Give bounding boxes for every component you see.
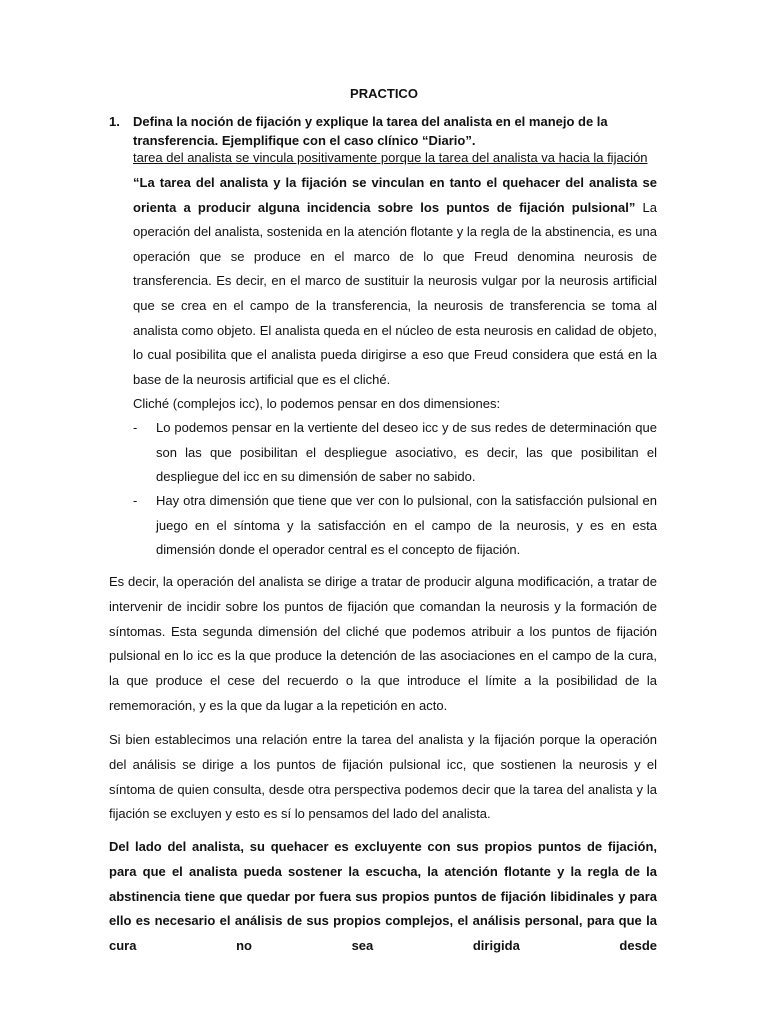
question-1	[109, 112, 657, 150]
cliche-intro: Cliché (complejos icc), lo podemos pensar en dos dimensiones:	[133, 396, 501, 411]
paragraph-2: Es decir, la operación del analista se dirige a tratar de producir alguna modificación, a tratar de intervenir de incidir sobre los puntos de fijación que comandan la neurosis y la formación de síntomas. Esta segunda dimensión del cliché que podemos atribuir a los puntos de fijación pulsional en lo icc es la que produce la detención de las asociaciones en el campo de la cura, la que produce el cese del recuerdo o la que introduce el límite a la posibilidad de la rememoración, y es la que da lugar a la repetición en acto.	[109, 574, 657, 713]
bullet-item	[133, 489, 657, 563]
paragraph-4: Del lado del analista, su quehacer es excluyente con sus propios puntos de fijación, para que el analista pueda sostener la escucha, la atención flotante y la regla de la abstinencia tiene que quedar por fuera sus propios puntos de fijación libidinales y para ello es necesario el análisis de sus propios complejos, el análisis personal, para que la cura no sea dirigida desde	[109, 839, 657, 954]
question-number: 1.	[109, 114, 120, 129]
bullet-item	[133, 416, 657, 490]
paragraph-1-text: La operación del analista, sostenida en la atención flotante y la regla de la abstinencia, es una operación que se produce en el marco de lo que Freud denomina neurosis de transferencia. Es decir, en el marco de sustituir la neurosis vulgar por la neurosis artificial que se crea en el campo de la transferencia, la neurosis de transferencia se toma al analista como objeto. El analista queda en el núcleo de esta neurosis en calidad de objeto, lo cual posibilita que el analista pueda dirigirse a eso que Freud considera que está en la base de la neurosis artificial que es el cliché.	[133, 199, 657, 387]
paragraph-3: Si bien establecimos una relación entre la tarea del analista y la fijación porque la operación del análisis se dirige a los puntos de fijación pulsional icc, que sostienen la neurosis y el síntoma de quien consulta, desde otra perspectiva podemos decir que la tarea del analista y la fijación se excluyen y esto es sí lo pensamos del lado del analista.	[109, 732, 657, 822]
paragraph-1	[133, 171, 657, 392]
document-title: PRACTICO	[350, 86, 418, 101]
paragraph-1-bold-quote: “La tarea del analista y la fijación se vinculan en tanto el quehacer del analista se orienta a producir alguna incidencia sobre los puntos de fijación pulsional”	[133, 175, 657, 215]
bullet-text: Lo podemos pensar en la vertiente del deseo icc y de sus redes de determinación que son las que posibilitan el despliegue asociativo, es decir, las que posibilitan el despliegue del icc en su dimensión de saber no sabido.	[156, 420, 657, 485]
bullet-dash: -	[133, 420, 138, 435]
bullet-text: Hay otra dimensión que tiene que ver con lo pulsional, con la satisfacción pulsional en juego en el síntoma y la satisfacción en el campo de la neurosis, y es en esta dimensión donde el operador central es el concepto de fijación.	[156, 493, 657, 558]
bullet-dash: -	[133, 493, 138, 508]
question-text: Defina la noción de fijación y explique la tarea del analista en el manejo de la transferencia. Ejemplifique con el caso clínico “Diario”.	[133, 114, 608, 148]
underlined-note: tarea del analista se vincula positivamente porque la tarea del analista va hacia la fijación	[133, 150, 648, 165]
